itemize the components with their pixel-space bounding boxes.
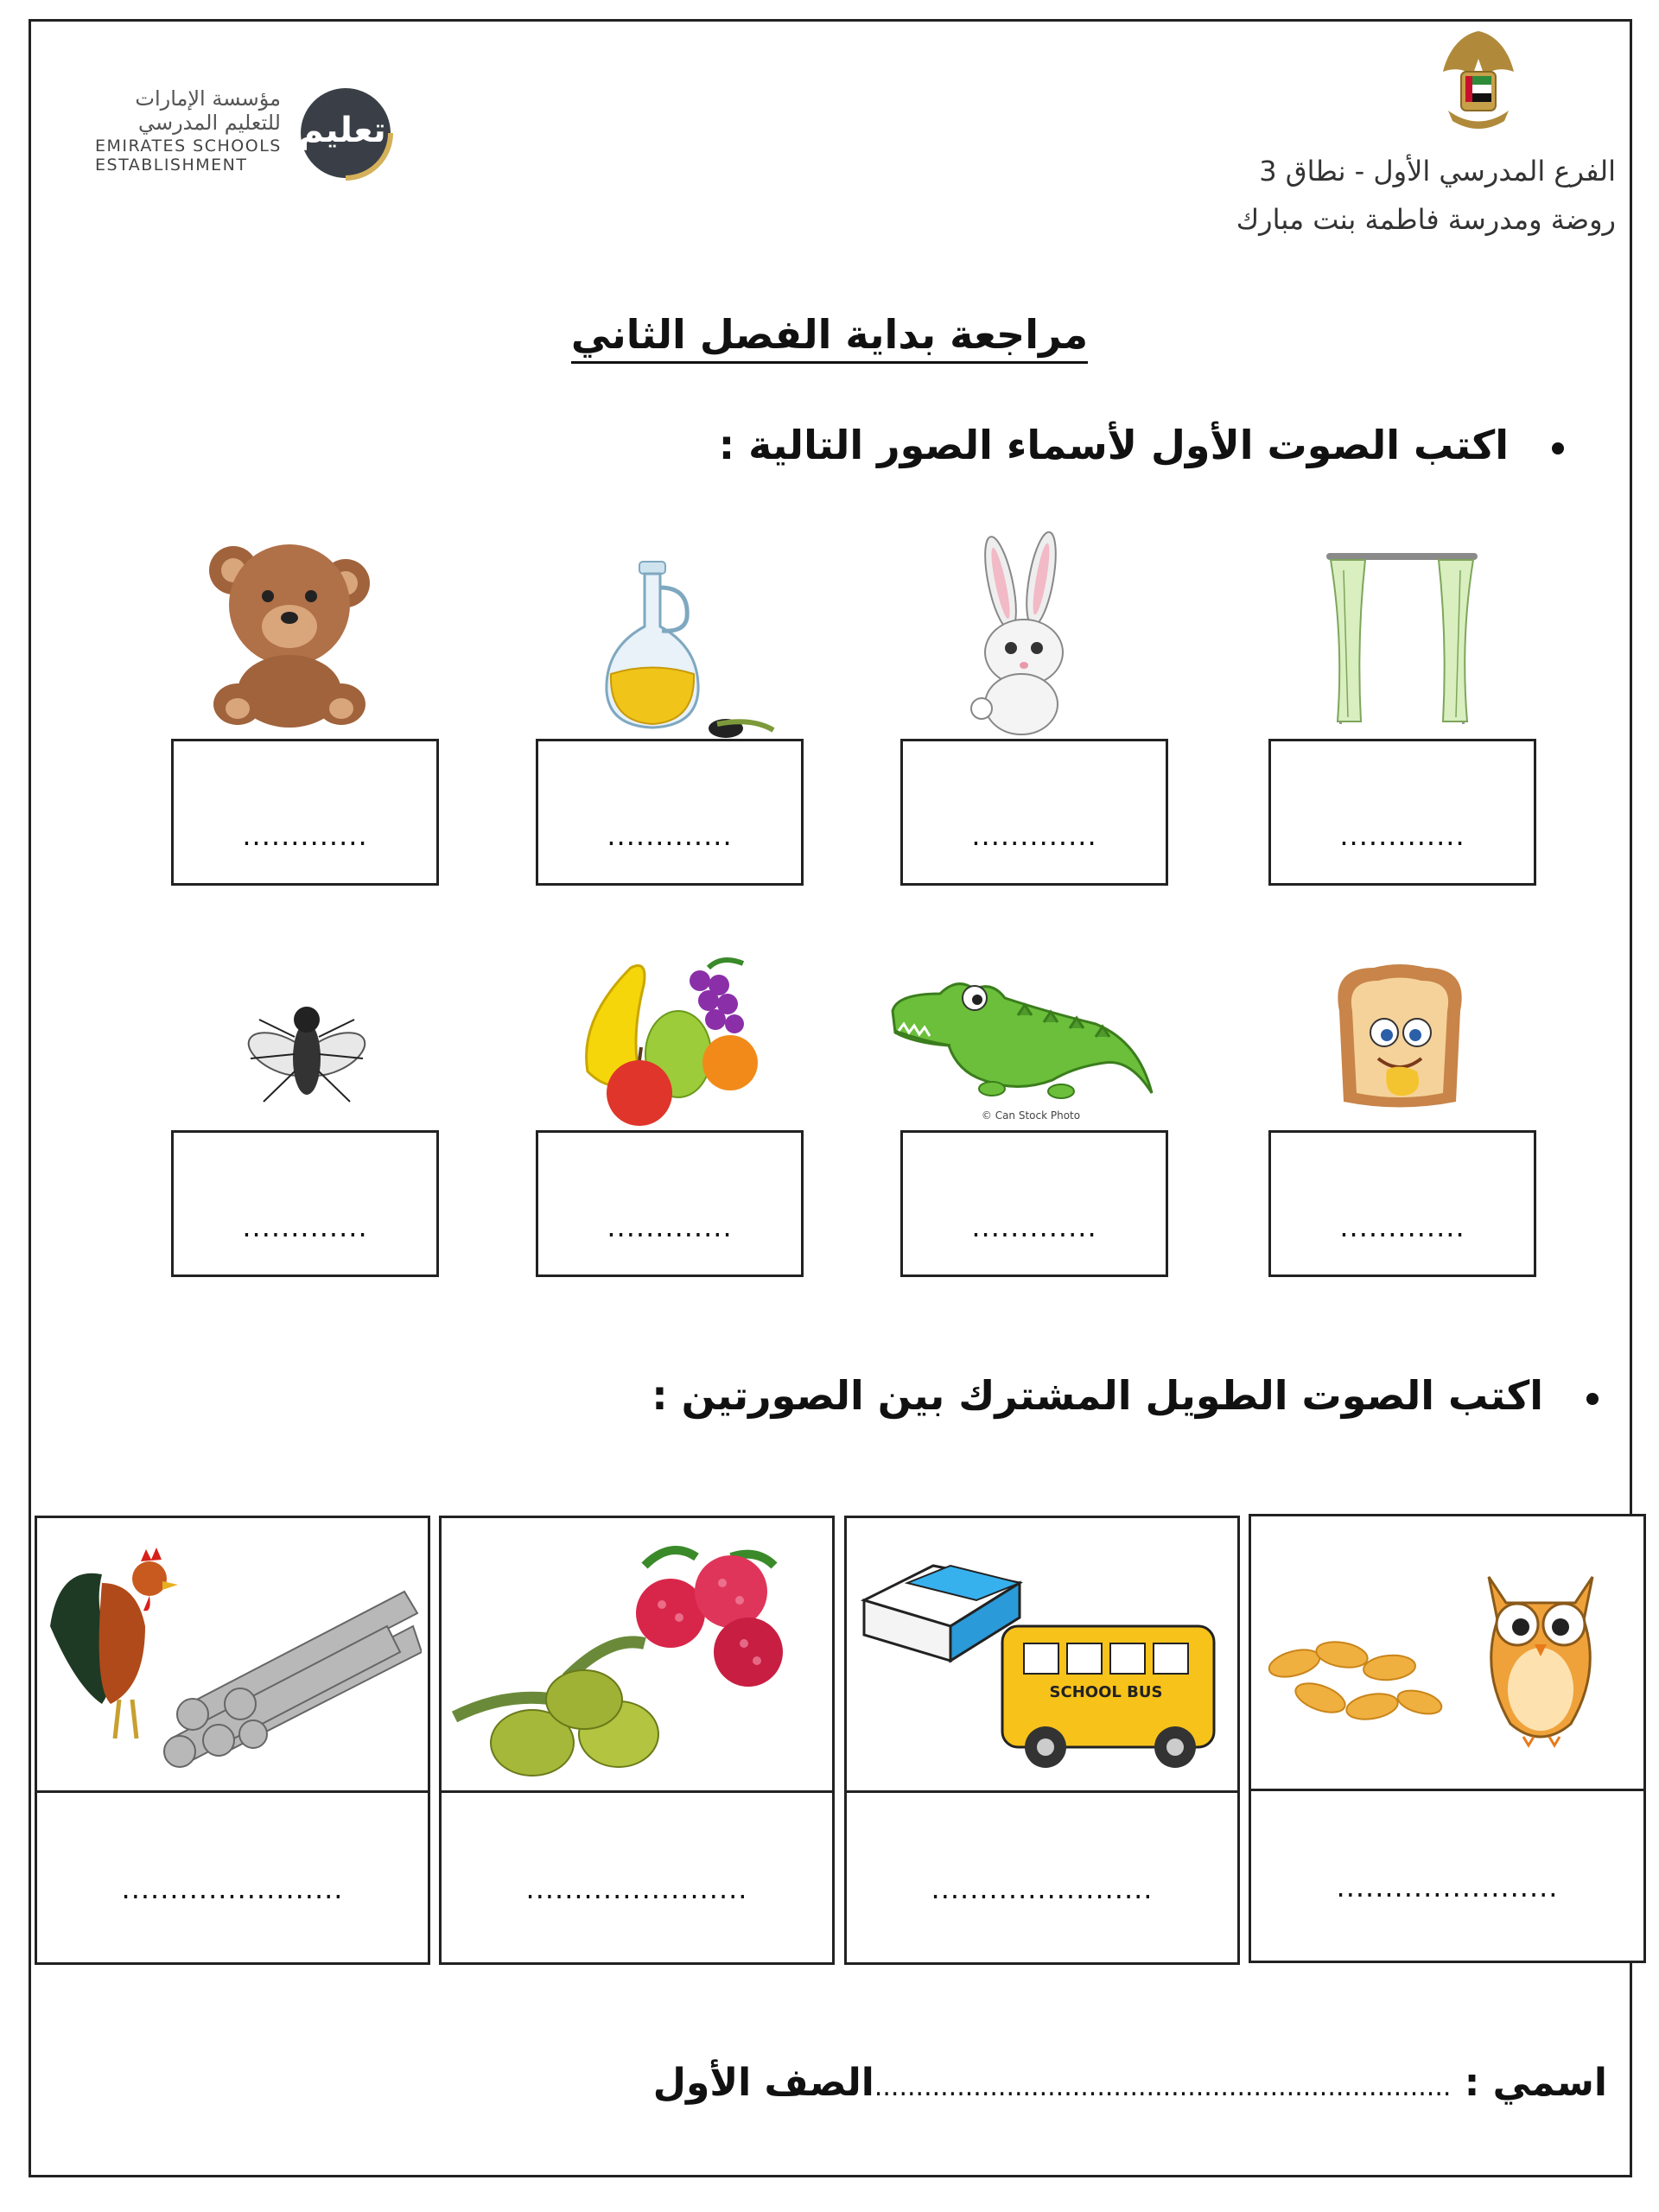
eraser-icon xyxy=(864,1566,1020,1661)
answer-dots: ............. xyxy=(607,1211,733,1243)
ese-arabic-line1: مؤسسة الإمارات xyxy=(135,86,281,111)
taleem-logo-icon xyxy=(292,79,396,183)
eraser-and-bus-icons xyxy=(855,1531,1227,1782)
answer-box[interactable] xyxy=(900,1130,1168,1277)
toast-icon xyxy=(1322,959,1478,1115)
taleem-logo-text: تعليم xyxy=(298,111,386,150)
ese-english-name xyxy=(95,137,282,175)
answer-box[interactable] xyxy=(900,739,1168,886)
raspberry-icon xyxy=(636,1550,783,1687)
section1-instruction xyxy=(719,422,1564,468)
answer-dots[interactable]: ....................... xyxy=(525,1872,748,1905)
answer-box[interactable] xyxy=(171,739,439,886)
name-line xyxy=(467,2061,1607,2105)
school-bus-icon xyxy=(1002,1626,1214,1768)
answer-box[interactable] xyxy=(1268,739,1536,886)
answer-dots: ............. xyxy=(971,1211,1097,1243)
oil-bottle-icon xyxy=(588,553,782,743)
bullet-icon xyxy=(1552,442,1564,454)
ese-arabic-name xyxy=(95,86,281,135)
crocodile-icon xyxy=(888,963,1165,1128)
answer-dots[interactable]: ....................... xyxy=(121,1872,344,1905)
fly-icon xyxy=(238,985,376,1115)
answer-box[interactable] xyxy=(171,1130,439,1277)
rabbit-icon xyxy=(959,531,1080,739)
panel-divider xyxy=(442,1790,832,1793)
school-bus-label: SCHOOL BUS xyxy=(1049,1683,1163,1701)
name-field[interactable]: ...................................................................... xyxy=(874,2072,1452,2102)
answer-dots: ............. xyxy=(242,1211,368,1243)
seeds-and-owl-icons xyxy=(1260,1551,1631,1758)
answer-box[interactable] xyxy=(1268,1130,1536,1277)
name-label: اسمي : xyxy=(1464,2061,1607,2105)
bullet-icon xyxy=(1586,1393,1599,1405)
section2-instruction-text: اكتب الصوت الطويل المشترك بين الصورتين : xyxy=(652,1372,1543,1419)
ese-english-line1: EMIRATES SCHOOLS xyxy=(95,137,282,156)
answer-dots: ............. xyxy=(1339,819,1465,852)
pair-panel xyxy=(1249,1514,1646,1963)
section2-instruction xyxy=(652,1372,1599,1419)
owl-icon xyxy=(1489,1577,1592,1745)
rooster-and-bars-icons xyxy=(41,1531,422,1782)
pair-panel xyxy=(844,1516,1240,1965)
grade-label: الصف الأول xyxy=(652,2061,874,2105)
panel-divider xyxy=(37,1790,428,1793)
answer-dots: ............. xyxy=(971,819,1097,852)
fruits-icon xyxy=(570,950,778,1128)
school-branch-text: الفرع المدرسي الأول - نطاق 3 xyxy=(1259,155,1616,188)
curtain-icon xyxy=(1322,544,1482,730)
uae-emblem-icon xyxy=(1431,24,1526,137)
rooster-icon xyxy=(50,1548,178,1738)
crocodile-caption: © Can Stock Photo xyxy=(981,1109,1081,1122)
panel-divider xyxy=(1251,1789,1643,1791)
page-title xyxy=(0,311,1659,358)
pair-panel xyxy=(439,1516,835,1965)
school-name-text: روضة ومدرسة فاطمة بنت مبارك xyxy=(1236,203,1616,236)
ese-arabic-line2: للتعليم المدرسي xyxy=(137,111,281,135)
panel-divider xyxy=(847,1790,1237,1793)
teddy-bear-icon xyxy=(199,531,380,730)
raspberry-and-olives-icons xyxy=(446,1531,826,1782)
section1-instruction-text: اكتب الصوت الأول لأسماء الصور التالية : xyxy=(718,422,1509,468)
seeds-icon xyxy=(1266,1638,1444,1723)
school-info xyxy=(1236,147,1616,244)
answer-box[interactable] xyxy=(536,739,804,886)
answer-dots: ............. xyxy=(607,819,733,852)
ese-english-line2: ESTABLISHMENT xyxy=(95,156,248,175)
iron-bars-icon xyxy=(164,1592,422,1767)
page-title-text: مراجعة بداية الفصل الثاني xyxy=(571,311,1088,364)
answer-dots: ............. xyxy=(242,819,368,852)
answer-dots: ............. xyxy=(1339,1211,1465,1243)
pair-panel xyxy=(35,1516,430,1965)
answer-dots[interactable]: ....................... xyxy=(931,1872,1154,1905)
olives-icon xyxy=(454,1642,658,1776)
answer-dots[interactable]: ....................... xyxy=(1336,1871,1559,1904)
answer-box[interactable] xyxy=(536,1130,804,1277)
